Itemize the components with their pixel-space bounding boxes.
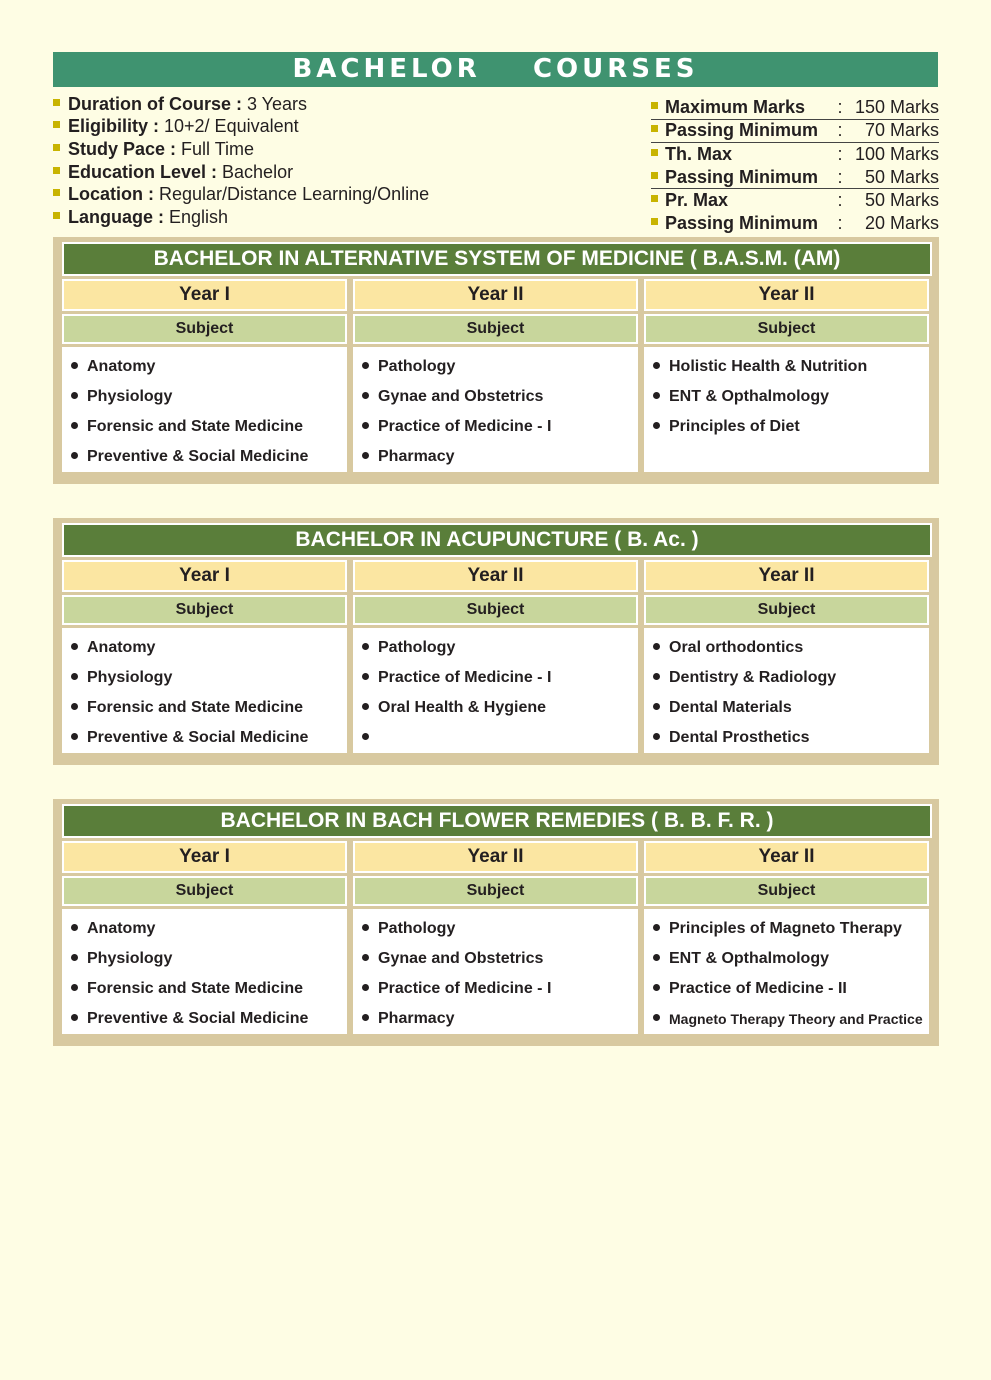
subject-item — [653, 914, 929, 944]
bullet-icon — [362, 703, 369, 710]
course-section-basm — [53, 237, 939, 484]
marks-label: Passing Minimum — [665, 120, 819, 141]
subject-item — [71, 723, 347, 753]
subject-item — [71, 914, 347, 944]
subject-name: Oral orthodontics — [669, 639, 804, 656]
year-column — [62, 560, 347, 753]
marks-colon: : — [837, 120, 843, 141]
bullet-icon — [653, 954, 660, 961]
marks-row — [651, 120, 939, 144]
bullet-icon — [71, 643, 78, 650]
marks-row — [651, 96, 939, 120]
subject-name: Dentistry & Radiology — [669, 669, 837, 686]
course-section-bbfr — [53, 799, 939, 1046]
bullet-icon — [362, 954, 369, 961]
square-bullet-icon — [651, 149, 658, 156]
subject-item — [362, 723, 638, 753]
subject-header: Subject — [644, 595, 929, 625]
bullet-icon — [71, 422, 78, 429]
marks-row — [651, 143, 939, 166]
info-value: English — [169, 206, 229, 227]
info-value: 10+2/ Equivalent — [164, 116, 299, 137]
info-label: Study Pace : — [68, 138, 177, 159]
subject-name: Forensic and State Medicine — [87, 980, 304, 997]
bullet-icon — [653, 392, 660, 399]
subject-item — [71, 944, 347, 974]
square-bullet-icon — [651, 195, 658, 202]
subject-item — [653, 723, 929, 753]
year-column — [62, 841, 347, 1034]
subject-item — [362, 412, 638, 442]
subject-name: Pathology — [378, 920, 456, 937]
subject-list — [353, 347, 638, 472]
year-column — [644, 279, 929, 472]
info-language — [53, 206, 613, 229]
square-bullet-icon — [53, 212, 60, 219]
marks-row — [651, 212, 939, 235]
subject-item — [653, 663, 929, 693]
subject-name: Dental Prosthetics — [669, 729, 810, 746]
subject-header: Subject — [353, 876, 638, 906]
info-label: Education Level : — [68, 161, 218, 182]
subject-name: Preventive & Social Medicine — [87, 729, 309, 746]
bullet-icon — [71, 703, 78, 710]
marks-label: Passing Minimum — [665, 212, 819, 233]
subject-name: Pathology — [378, 639, 456, 656]
bullet-icon — [653, 673, 660, 680]
bullet-icon — [362, 984, 369, 991]
marks-row — [651, 189, 939, 212]
year-header: Year II — [353, 279, 638, 311]
subject-item — [71, 412, 347, 442]
subject-header: Subject — [353, 314, 638, 344]
info-location — [53, 183, 613, 206]
subject-name: Anatomy — [87, 920, 156, 937]
section-title: BACHELOR IN ALTERNATIVE SYSTEM OF MEDICINE ( B.A.S.M. (AM) — [62, 242, 932, 276]
subject-header: Subject — [62, 876, 347, 906]
course-info-list — [53, 93, 613, 229]
subject-item — [362, 944, 638, 974]
subject-name: Dental Materials — [669, 699, 792, 716]
subject-name: Forensic and State Medicine — [87, 699, 304, 716]
subject-item — [362, 633, 638, 663]
subject-name: Pharmacy — [378, 448, 455, 465]
marks-label: Th. Max — [665, 143, 733, 164]
info-value: Full Time — [181, 138, 255, 159]
square-bullet-icon — [651, 102, 658, 109]
subject-item — [362, 974, 638, 1004]
subject-header: Subject — [62, 314, 347, 344]
subject-item — [362, 382, 638, 412]
square-bullet-icon — [53, 167, 60, 174]
subject-name: Forensic and State Medicine — [87, 418, 304, 435]
subject-item — [71, 633, 347, 663]
marks-row — [651, 166, 939, 190]
course-section-acupuncture — [53, 518, 939, 765]
subject-item — [653, 974, 929, 1004]
marks-colon: : — [837, 96, 843, 117]
subject-name: Oral Health & Hygiene — [378, 699, 547, 716]
subject-list — [62, 628, 347, 753]
bullet-icon — [71, 1014, 78, 1021]
subject-item — [653, 633, 929, 663]
bullet-icon — [362, 452, 369, 459]
year-column — [644, 560, 929, 753]
subject-list — [644, 909, 929, 1034]
info-value: 3 Years — [247, 93, 308, 114]
info-value: Regular/Distance Learning/Online — [159, 184, 430, 205]
marks-value: 70 Marks — [864, 120, 939, 141]
subject-item — [71, 974, 347, 1004]
subject-list — [353, 628, 638, 753]
bullet-icon — [362, 924, 369, 931]
section-title: BACHELOR IN BACH FLOWER REMEDIES ( B. B. F. R. ) — [62, 804, 932, 838]
bullet-icon — [362, 1014, 369, 1021]
subject-item — [362, 352, 638, 382]
subject-list — [62, 347, 347, 472]
year-header: Year II — [644, 279, 929, 311]
marks-colon: : — [837, 212, 843, 233]
subject-list — [62, 909, 347, 1034]
bullet-icon — [71, 954, 78, 961]
subject-item — [653, 944, 929, 974]
subject-item — [71, 663, 347, 693]
subject-name: Preventive & Social Medicine — [87, 448, 309, 465]
info-label: Location : — [68, 184, 154, 205]
bullet-icon — [362, 362, 369, 369]
marks-label: Pr. Max — [665, 190, 729, 211]
bullet-icon — [653, 703, 660, 710]
year-header: Year I — [62, 560, 347, 592]
info-label: Duration of Course : — [68, 93, 242, 114]
bullet-icon — [362, 392, 369, 399]
subject-name: Anatomy — [87, 358, 156, 375]
bullet-icon — [362, 673, 369, 680]
marks-value: 150 Marks — [854, 96, 939, 117]
marks-label: Passing Minimum — [665, 166, 819, 187]
subject-item — [71, 352, 347, 382]
subject-name: Practice of Medicine - I — [378, 980, 552, 997]
subject-item — [653, 1004, 929, 1034]
subject-header: Subject — [62, 595, 347, 625]
marks-colon: : — [837, 143, 843, 164]
bullet-icon — [653, 924, 660, 931]
marks-colon: : — [837, 190, 843, 211]
info-label: Eligibility : — [68, 116, 160, 137]
subject-item — [653, 382, 929, 412]
page-banner: BACHELOR COURSES — [53, 52, 938, 87]
subject-name: Preventive & Social Medicine — [87, 1010, 309, 1027]
subject-name: Magneto Therapy Theory and Practice — [669, 1011, 923, 1027]
square-bullet-icon — [53, 121, 60, 128]
section-title: BACHELOR IN ACUPUNCTURE ( B. Ac. ) — [62, 523, 932, 557]
bullet-icon — [71, 673, 78, 680]
square-bullet-icon — [53, 144, 60, 151]
year-column — [353, 841, 638, 1034]
subject-item — [362, 693, 638, 723]
subject-item — [362, 442, 638, 472]
square-bullet-icon — [651, 125, 658, 132]
subject-name: Principles of Magneto Therapy — [669, 920, 902, 937]
marks-label: Maximum Marks — [665, 96, 806, 117]
subject-item — [653, 412, 929, 442]
info-eligibility — [53, 116, 613, 139]
subject-header: Subject — [644, 314, 929, 344]
bullet-icon — [71, 924, 78, 931]
subject-name: Practice of Medicine - I — [378, 669, 552, 686]
subject-name: Physiology — [87, 669, 173, 686]
subject-header: Subject — [353, 595, 638, 625]
year-header: Year II — [644, 841, 929, 873]
bullet-icon — [71, 452, 78, 459]
bullet-icon — [362, 643, 369, 650]
year-header: Year I — [62, 841, 347, 873]
bullet-icon — [653, 1014, 660, 1021]
bullet-icon — [71, 392, 78, 399]
subject-list — [644, 628, 929, 753]
marks-value: 100 Marks — [854, 143, 939, 164]
bullet-icon — [653, 733, 660, 740]
info-duration — [53, 93, 613, 116]
info-education-level — [53, 161, 613, 184]
info-study-pace — [53, 138, 613, 161]
subject-name: Practice of Medicine - II — [669, 980, 847, 997]
bullet-icon — [71, 733, 78, 740]
bullet-icon — [653, 643, 660, 650]
bullet-icon — [653, 362, 660, 369]
marks-value: 50 Marks — [864, 190, 939, 211]
bullet-icon — [71, 362, 78, 369]
subject-name: Practice of Medicine - I — [378, 418, 552, 435]
subject-item — [653, 352, 929, 382]
subject-item — [653, 693, 929, 723]
bullet-icon — [653, 984, 660, 991]
bullet-icon — [362, 733, 369, 740]
subject-name: Physiology — [87, 950, 173, 967]
subject-item — [362, 1004, 638, 1034]
year-column — [62, 279, 347, 472]
subject-name: Physiology — [87, 388, 173, 405]
subject-item — [362, 914, 638, 944]
info-label: Language : — [68, 206, 165, 227]
subject-name: Pathology — [378, 358, 456, 375]
subject-header: Subject — [644, 876, 929, 906]
subject-name: Pharmacy — [378, 1010, 455, 1027]
square-bullet-icon — [651, 218, 658, 225]
subject-name: ENT & Opthalmology — [669, 950, 829, 967]
subject-item — [71, 1004, 347, 1034]
info-value: Bachelor — [222, 161, 294, 182]
subject-name: Principles of Diet — [669, 418, 800, 435]
subject-name: Anatomy — [87, 639, 156, 656]
bullet-icon — [653, 422, 660, 429]
subject-list — [644, 347, 929, 472]
subject-item — [71, 382, 347, 412]
subject-name: ENT & Opthalmology — [669, 388, 829, 405]
bullet-icon — [71, 984, 78, 991]
subject-list — [353, 909, 638, 1034]
year-column — [644, 841, 929, 1034]
subject-item — [362, 663, 638, 693]
subject-name: Gynae and Obstetrics — [378, 950, 544, 967]
bullet-icon — [362, 422, 369, 429]
year-header: Year II — [644, 560, 929, 592]
square-bullet-icon — [651, 172, 658, 179]
marks-colon: : — [837, 166, 843, 187]
year-header: Year I — [62, 279, 347, 311]
year-header: Year II — [353, 560, 638, 592]
subject-name: Holistic Health & Nutrition — [669, 358, 868, 375]
marks-value: 20 Marks — [864, 212, 939, 233]
square-bullet-icon — [53, 189, 60, 196]
subject-item — [71, 693, 347, 723]
year-column — [353, 560, 638, 753]
square-bullet-icon — [53, 99, 60, 106]
year-header: Year II — [353, 841, 638, 873]
marks-list — [651, 96, 939, 235]
subject-item — [71, 442, 347, 472]
marks-value: 50 Marks — [864, 166, 939, 187]
subject-name: Gynae and Obstetrics — [378, 388, 544, 405]
year-column — [353, 279, 638, 472]
